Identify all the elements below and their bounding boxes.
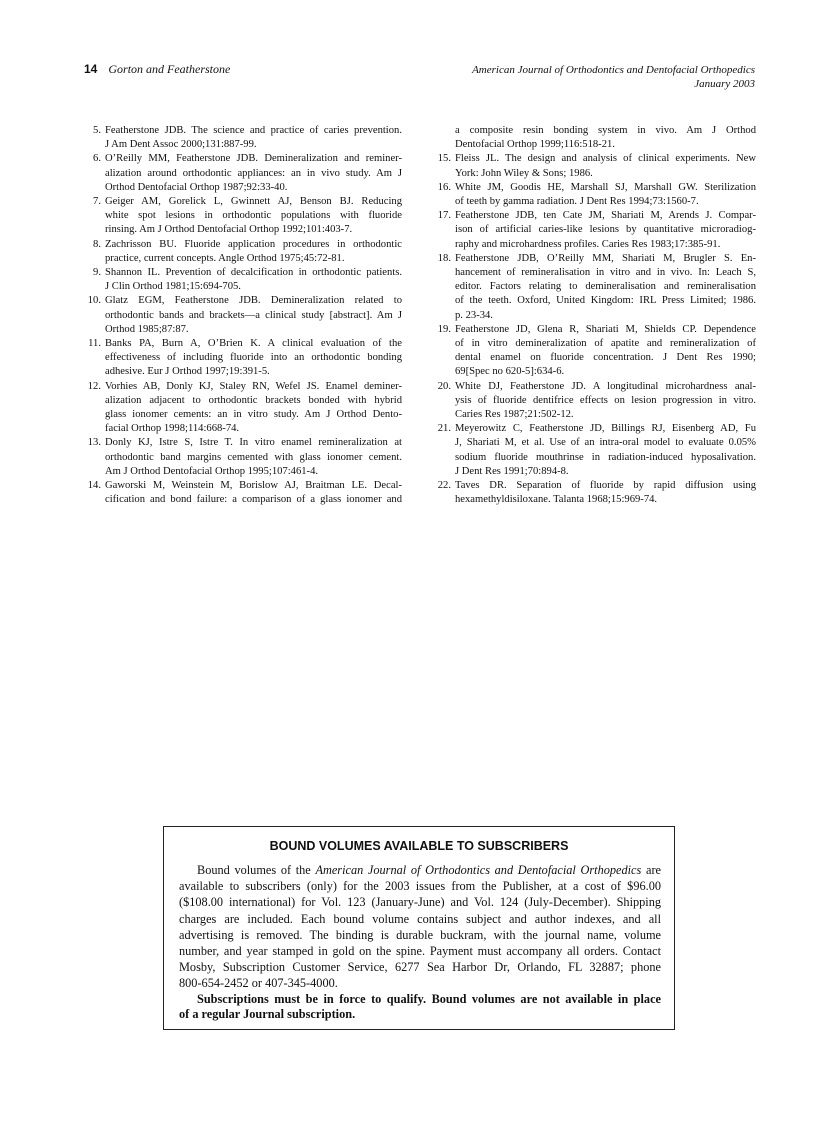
notice-journal: American Journal of Orthodontics and Dentofacial Orthopedics bbox=[315, 863, 642, 877]
reference-line: Orthod 1985;87:87. bbox=[105, 323, 189, 335]
reference-line: Zachrisson BU. Fluoride application procedures in orthodontic bbox=[105, 238, 402, 250]
notice-line: ($108.00 international) for Vol. 123 (January-June) and Vol. 124 (July-December). Shipping bbox=[179, 895, 661, 910]
notice-line: advertising is removed. The binding is durable buckram, with the journal name, volume bbox=[179, 927, 661, 942]
references-right-column bbox=[436, 124, 756, 507]
reference-line: J Am Dent Assoc 2000;131:887-99. bbox=[105, 139, 257, 151]
reference-line: White DJ, Featherstone JD. A longitudinal microhardness anal- bbox=[455, 380, 756, 392]
reference-number: 18. bbox=[437, 252, 451, 264]
reference-item bbox=[436, 380, 756, 423]
reference-line: Am J Orthod Dentofacial Orthop 1995;107:461-4. bbox=[105, 465, 319, 477]
reference-line: Featherstone JDB, ten Cate JM, Shariati M, Arends J. Compar- bbox=[455, 210, 756, 222]
reference-item bbox=[436, 323, 756, 380]
reference-line: p. 23-34. bbox=[455, 309, 493, 321]
reference-item bbox=[436, 479, 756, 507]
reference-line: white spot lesions in orthodontic populations with fluoride bbox=[105, 210, 402, 222]
notice-bold-line: of a regular Journal subscription. bbox=[179, 1007, 356, 1022]
reference-number: 5. bbox=[93, 125, 101, 136]
reference-line: Featherstone JDB. The science and practice of caries prevention. bbox=[105, 125, 402, 136]
reference-line: Banks PA, Burn A, O’Brien K. A clinical evaluation of the bbox=[105, 338, 402, 350]
reference-line: Caries Res 1987;21:502-12. bbox=[455, 409, 574, 421]
reference-item bbox=[86, 152, 402, 195]
reference-number: 19. bbox=[437, 323, 451, 335]
running-header-right bbox=[472, 63, 755, 91]
notice-line: 800-654-2452 or 407-345-4000. bbox=[179, 976, 338, 991]
notice-line: Mosby, Subscription Customer Service, 6277 Sea Harbor Dr, Orlando, FL 32887; phone bbox=[179, 960, 661, 975]
notice-intro: Bound volumes of the bbox=[197, 863, 316, 877]
reference-line: Featherstone JD, Glena R, Shariati M, Shields CP. Dependence bbox=[455, 323, 756, 335]
reference-line: Donly KJ, Istre S, Istre T. In vitro enamel remineralization at bbox=[105, 437, 402, 449]
page-number: 14 bbox=[84, 62, 98, 76]
reference-line: ison of artificial caries-like lesions by quantitative microradiog- bbox=[455, 224, 756, 236]
reference-item bbox=[436, 152, 756, 180]
reference-number: 14. bbox=[87, 480, 101, 492]
reference-line: Vorhies AB, Donly KJ, Staley RN, Wefel JS. Enamel deminer- bbox=[105, 380, 402, 392]
reference-item bbox=[86, 266, 402, 294]
reference-line: J, Shariati M, et al. Use of an intra-oral model to evaluate 0.05% bbox=[455, 437, 756, 449]
reference-item bbox=[86, 238, 402, 266]
reference-line: orthodontic band margins cemented with glass ionomer cement. bbox=[105, 451, 402, 463]
reference-line: practice, current concepts. Angle Orthod 1975;45:72-81. bbox=[105, 252, 345, 264]
reference-line: ysis of fluoride dentifrice effects on lesion progression in vitro. bbox=[455, 394, 756, 406]
reference-number: 15. bbox=[437, 153, 451, 165]
bound-volumes-notice bbox=[163, 826, 675, 1030]
reference-line: rinsing. Am J Orthod Dentofacial Orthop 1992;101:403-7. bbox=[105, 224, 353, 236]
notice-line: number, and year stamped in gold on the spine. Payment must accompany all orders. Contact bbox=[179, 944, 661, 959]
reference-line: Taves DR. Separation of fluoride by rapid diffusion using bbox=[455, 480, 756, 492]
reference-item bbox=[86, 479, 402, 507]
reference-line: Fleiss JL. The design and analysis of clinical experiments. New bbox=[455, 153, 756, 165]
reference-item bbox=[86, 380, 402, 437]
reference-number: 13. bbox=[87, 437, 101, 449]
reference-item bbox=[436, 124, 756, 152]
notice-body bbox=[179, 862, 661, 1023]
references-left-column bbox=[86, 124, 402, 507]
reference-line: glass ionomer cements: an in vitro study. Am J Orthod Dento- bbox=[105, 409, 402, 421]
notice-bold-line: Subscriptions must be in force to qualify. Bound volumes are not available in place bbox=[197, 991, 661, 1006]
reference-item bbox=[86, 436, 402, 479]
reference-line: dental enamel on fluoride concentration. J Dent Res 1990; bbox=[455, 352, 756, 364]
reference-line: effectiveness of including fluoride into an orthodontic bonding bbox=[105, 352, 402, 364]
running-authors: Gorton and Featherstone bbox=[108, 62, 231, 76]
reference-line: orthodontic bands and brackets—a clinical study [abstract]. Am J bbox=[105, 309, 402, 321]
reference-line: Gaworski M, Weinstein M, Borislow AJ, Braitman LE. Decal- bbox=[105, 480, 402, 492]
reference-line: cification and bond failure: a comparison of a glass ionomer and bbox=[105, 494, 402, 506]
notice-title: BOUND VOLUMES AVAILABLE TO SUBSCRIBERS bbox=[269, 839, 569, 853]
notice-intro-end: are bbox=[641, 863, 661, 877]
reference-number: 16. bbox=[437, 181, 451, 193]
reference-number: 17. bbox=[437, 210, 451, 222]
reference-line: 69[Spec no 620-5]:634-6. bbox=[455, 366, 565, 378]
reference-line: Glatz EGM, Featherstone JDB. Demineralization related to bbox=[105, 295, 402, 307]
reference-number: 11. bbox=[88, 338, 101, 350]
reference-item bbox=[86, 294, 402, 337]
reference-line: alization adjacent to orthodontic brackets bonded with hybrid bbox=[105, 394, 402, 406]
reference-line: a composite resin bonding system in vivo. Am J Orthod bbox=[455, 125, 756, 136]
reference-line: hancement of remineralisation in vitro and in vivo. In: Leach S, bbox=[455, 267, 756, 279]
reference-number: 20. bbox=[437, 380, 451, 392]
reference-line: alization around orthodontic appliances: an in vivo study. Am J bbox=[105, 167, 402, 179]
reference-number: 12. bbox=[87, 380, 101, 392]
reference-line: hexamethyldisiloxane. Talanta 1968;15:969-74. bbox=[455, 494, 658, 506]
reference-line: Shannon IL. Prevention of decalcification in orthodontic patients. bbox=[105, 267, 402, 279]
reference-line: O’Reilly MM, Featherstone JDB. Demineralization and reminer- bbox=[105, 153, 402, 165]
reference-number: 10. bbox=[87, 295, 101, 307]
reference-item bbox=[86, 337, 402, 380]
reference-line: adhesive. Eur J Orthod 1997;19:391-5. bbox=[105, 366, 270, 378]
reference-number: 6. bbox=[93, 153, 101, 165]
reference-item bbox=[86, 195, 402, 238]
issue-date: January 2003 bbox=[694, 78, 755, 90]
reference-number: 7. bbox=[93, 196, 101, 208]
reference-line: editor. Factors relating to demineralisation and remineralisation bbox=[455, 281, 756, 293]
reference-item bbox=[436, 181, 756, 209]
reference-number: 9. bbox=[93, 267, 101, 279]
reference-line: Geiger AM, Gorelick L, Gwinnett AJ, Benson BJ. Reducing bbox=[105, 196, 402, 208]
reference-line: Featherstone JDB, O’Reilly MM, Shariati M, Brugler S. En- bbox=[455, 252, 756, 264]
running-header-left bbox=[84, 62, 230, 77]
reference-line: White JM, Goodis HE, Marshall SJ, Marshall GW. Sterilization bbox=[455, 181, 756, 193]
notice-line: charges are included. Each bound volume contains subject and author indexes, and all bbox=[179, 911, 661, 926]
reference-line: of in vitro demineralization of apatite and remineralization of bbox=[455, 338, 756, 350]
reference-line: raphy and microhardness profiles. Caries Res 1983;17:385-91. bbox=[455, 238, 721, 250]
reference-line: facial Orthop 1998;114:668-74. bbox=[105, 423, 240, 435]
reference-line: of teeth by gamma radiation. J Dent Res 1994;73:1560-7. bbox=[455, 196, 699, 208]
reference-line: J Clin Orthod 1981;15:694-705. bbox=[105, 281, 241, 293]
reference-line: sodium fluoride mouthrinse in radiation-induced hyposalivation. bbox=[455, 451, 756, 463]
reference-number: 22. bbox=[437, 480, 451, 492]
reference-item bbox=[436, 422, 756, 479]
reference-line: Meyerowitz C, Featherstone JD, Billings RJ, Eisenberg AD, Fu bbox=[455, 423, 756, 435]
reference-line: Orthod Dentofacial Orthop 1987;92:33-40. bbox=[105, 181, 288, 193]
reference-item bbox=[436, 252, 756, 323]
reference-item bbox=[86, 124, 402, 152]
notice-line bbox=[179, 862, 661, 878]
reference-line: J Dent Res 1991;70:894-8. bbox=[455, 465, 569, 477]
journal-title: American Journal of Orthodontics and Dentofacial Orthopedics bbox=[472, 64, 755, 76]
reference-number: 8. bbox=[93, 238, 101, 250]
reference-number: 21. bbox=[437, 423, 451, 435]
reference-line: of the teeth. Oxford, United Kingdom: IRL Press Limited; 1986. bbox=[455, 295, 756, 307]
reference-line: York: John Wiley & Sons; 1986. bbox=[455, 167, 593, 179]
notice-line: available to subscribers (only) for the 2003 issues from the Publisher, at a cost of $96.00 bbox=[179, 879, 661, 894]
reference-item bbox=[436, 209, 756, 252]
reference-line: Dentofacial Orthop 1999;116:518-21. bbox=[455, 139, 615, 151]
